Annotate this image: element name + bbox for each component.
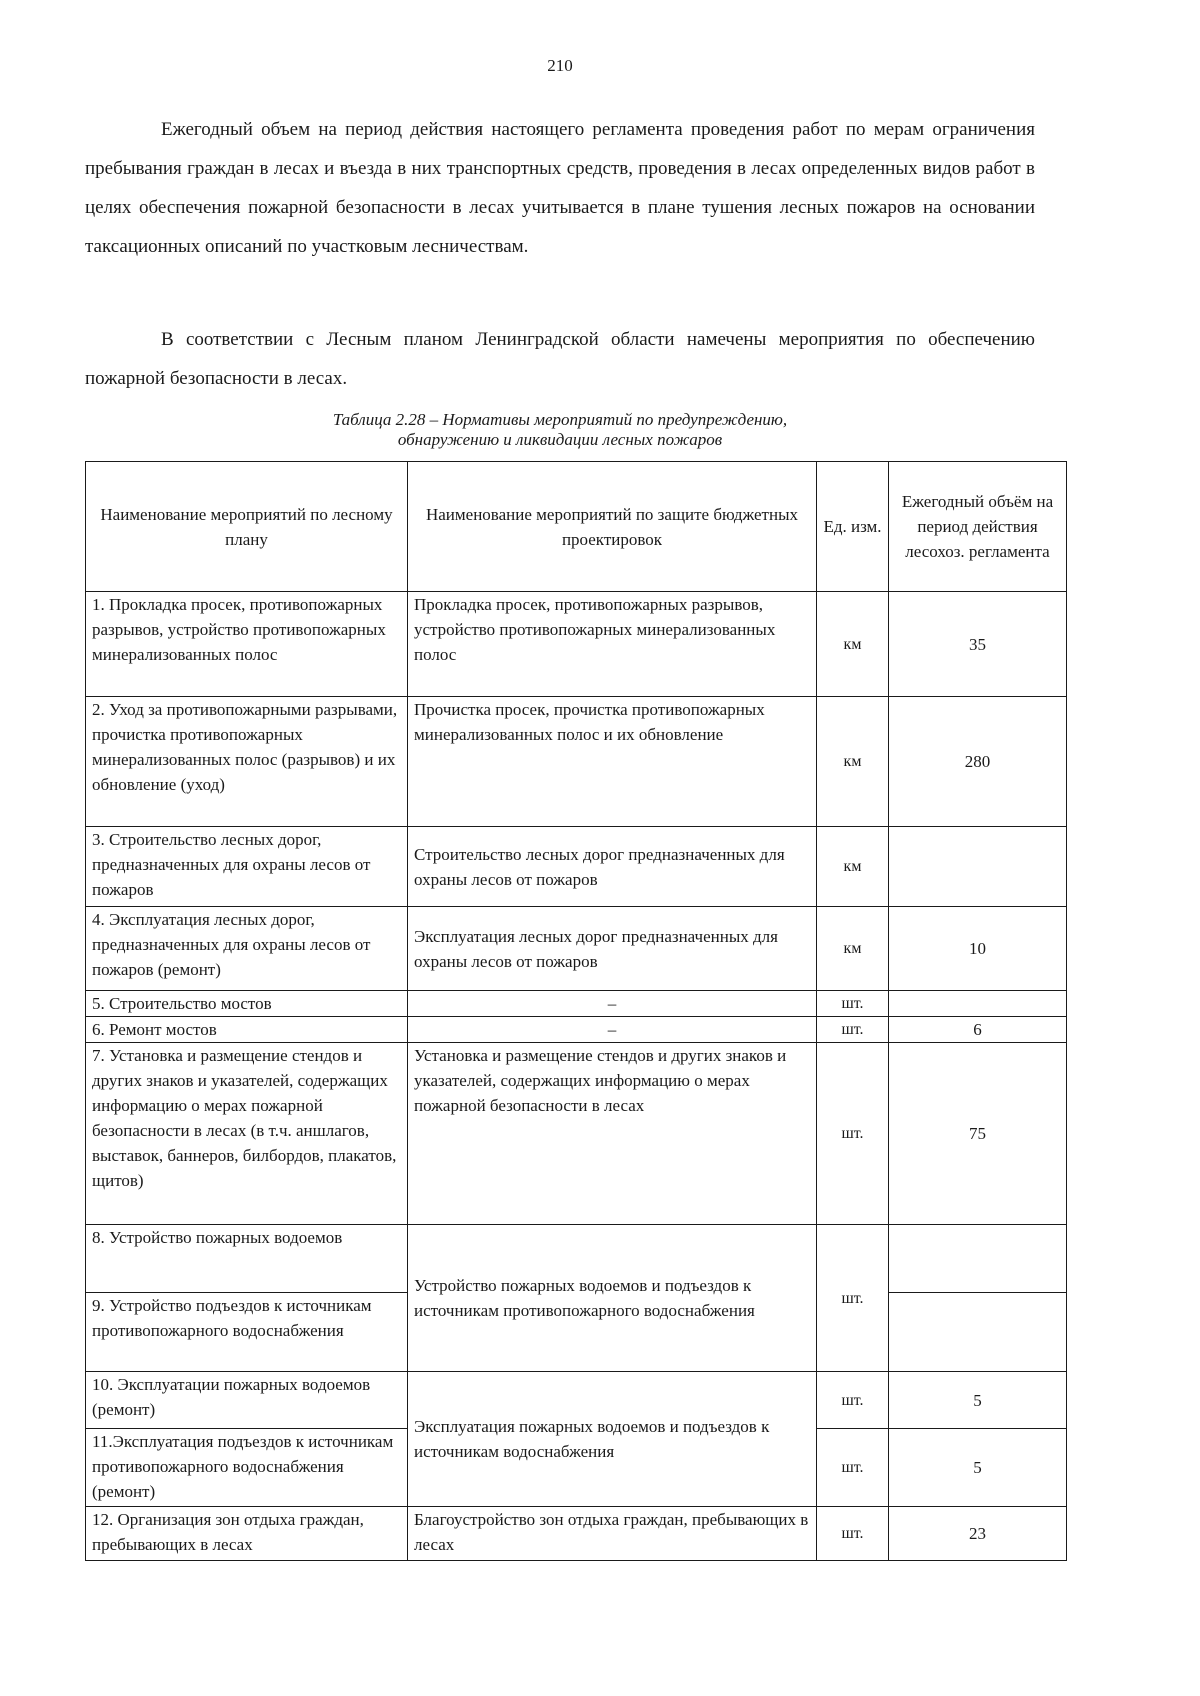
table-row bbox=[86, 1225, 1067, 1293]
cell-plan: 12. Организация зон отдыха граждан, пребывающих в лесах bbox=[86, 1507, 408, 1561]
cell-plan: 7. Установка и размещение стендов и других знаков и указателей, содержащих информацию о мерах пожарной безопасности в лесах (в т.ч. аншлагов, выставок, баннеров, билбордов, плакатов, щитов) bbox=[86, 1043, 408, 1225]
cell-budget: Благоустройство зон отдыха граждан, пребывающих в лесах bbox=[408, 1507, 817, 1561]
table-row bbox=[86, 991, 1067, 1017]
cell-unit: шт. bbox=[817, 1017, 889, 1043]
cell-value: 35 bbox=[889, 592, 1067, 697]
header-unit: Ед. изм. bbox=[817, 462, 889, 592]
cell-value: 75 bbox=[889, 1043, 1067, 1225]
cell-plan: 5. Строительство мостов bbox=[86, 991, 408, 1017]
cell-plan: 2. Уход за противопожарными разрывами, прочистка противопожарных минерализованных полос (разрывов) и их обновление (уход) bbox=[86, 697, 408, 827]
table-caption bbox=[85, 410, 1035, 450]
cell-plan: 6. Ремонт мостов bbox=[86, 1017, 408, 1043]
cell-value bbox=[889, 1293, 1067, 1372]
cell-unit: км bbox=[817, 592, 889, 697]
cell-plan: 8. Устройство пожарных водоемов bbox=[86, 1225, 408, 1293]
table-header-row bbox=[86, 462, 1067, 592]
cell-unit: шт. bbox=[817, 1043, 889, 1225]
cell-value bbox=[889, 827, 1067, 907]
table-row bbox=[86, 827, 1067, 907]
cell-value: 5 bbox=[889, 1429, 1067, 1507]
cell-value bbox=[889, 1225, 1067, 1293]
table-row bbox=[86, 1043, 1067, 1225]
cell-plan: 3. Строительство лесных дорог, предназначенных для охраны лесов от пожаров bbox=[86, 827, 408, 907]
header-budget: Наименование мероприятий по защите бюджетных проектировок bbox=[408, 462, 817, 592]
header-plan: Наименование мероприятий по лесному плану bbox=[86, 462, 408, 592]
cell-budget: Эксплуатация лесных дорог предназначенных для охраны лесов от пожаров bbox=[408, 907, 817, 991]
cell-budget: – bbox=[408, 991, 817, 1017]
table-row bbox=[86, 592, 1067, 697]
table-row bbox=[86, 907, 1067, 991]
cell-budget: Прочистка просек, прочистка противопожарных минерализованных полос и их обновление bbox=[408, 697, 817, 827]
cell-value: 10 bbox=[889, 907, 1067, 991]
header-annual-volume: Ежегодный объём на период действия лесохоз. регламента bbox=[889, 462, 1067, 592]
cell-unit: км bbox=[817, 827, 889, 907]
body-paragraph: Ежегодный объем на период действия настоящего регламента проведения работ по мерам ограничения пребывания граждан в лесах и въезда в них транспортных средств, проведения в лесах определенных видов работ в целях обеспечения пожарной безопасности в лесах учитывается в плане тушения лесных пожаров на основании таксационных описаний по участковым лесничествам. bbox=[85, 119, 1035, 257]
table-caption-line: обнаружению и ликвидации лесных пожаров bbox=[397, 430, 723, 449]
cell-value: 280 bbox=[889, 697, 1067, 827]
cell-unit: км bbox=[817, 907, 889, 991]
table-row bbox=[86, 1507, 1067, 1561]
cell-budget: Прокладка просек, противопожарных разрывов, устройство противопожарных минерализованных полос bbox=[408, 592, 817, 697]
cell-unit: км bbox=[817, 697, 889, 827]
cell-plan: 1. Прокладка просек, противопожарных разрывов, устройство противопожарных минерализованных полос bbox=[86, 592, 408, 697]
cell-unit: шт. bbox=[817, 1225, 889, 1372]
cell-value: 6 bbox=[889, 1017, 1067, 1043]
cell-plan: 11.Эксплуатация подъездов к источникам противопожарного водоснабжения (ремонт) bbox=[86, 1429, 408, 1507]
body-paragraph: В соответствии с Лесным планом Ленинградской области намечены мероприятия по обеспечению пожарной безопасности в лесах. bbox=[85, 329, 1035, 389]
page-number: 210 bbox=[547, 56, 573, 75]
cell-unit: шт. bbox=[817, 991, 889, 1017]
cell-budget: Строительство лесных дорог предназначенных для охраны лесов от пожаров bbox=[408, 827, 817, 907]
cell-plan: 9. Устройство подъездов к источникам противопожарного водоснабжения bbox=[86, 1293, 408, 1372]
cell-budget: Устройство пожарных водоемов и подъездов к источникам противопожарного водоснабжения bbox=[408, 1225, 817, 1372]
cell-plan: 4. Эксплуатация лесных дорог, предназначенных для охраны лесов от пожаров (ремонт) bbox=[86, 907, 408, 991]
measures-table bbox=[85, 461, 1067, 1561]
cell-budget: Эксплуатация пожарных водоемов и подъездов к источникам водоснабжения bbox=[408, 1372, 817, 1507]
cell-plan: 10. Эксплуатации пожарных водоемов (ремонт) bbox=[86, 1372, 408, 1429]
table-caption-line: Таблица 2.28 – Нормативы мероприятий по предупреждению, bbox=[332, 410, 788, 429]
cell-budget: – bbox=[408, 1017, 817, 1043]
table-row bbox=[86, 1372, 1067, 1429]
cell-value: 5 bbox=[889, 1372, 1067, 1429]
table-row bbox=[86, 697, 1067, 827]
cell-budget: Установка и размещение стендов и других знаков и указателей, содержащих информацию о мерах пожарной безопасности в лесах bbox=[408, 1043, 817, 1225]
cell-value: 23 bbox=[889, 1507, 1067, 1561]
table-row bbox=[86, 1017, 1067, 1043]
cell-unit: шт. bbox=[817, 1429, 889, 1507]
cell-value bbox=[889, 991, 1067, 1017]
cell-unit: шт. bbox=[817, 1372, 889, 1429]
cell-unit: шт. bbox=[817, 1507, 889, 1561]
